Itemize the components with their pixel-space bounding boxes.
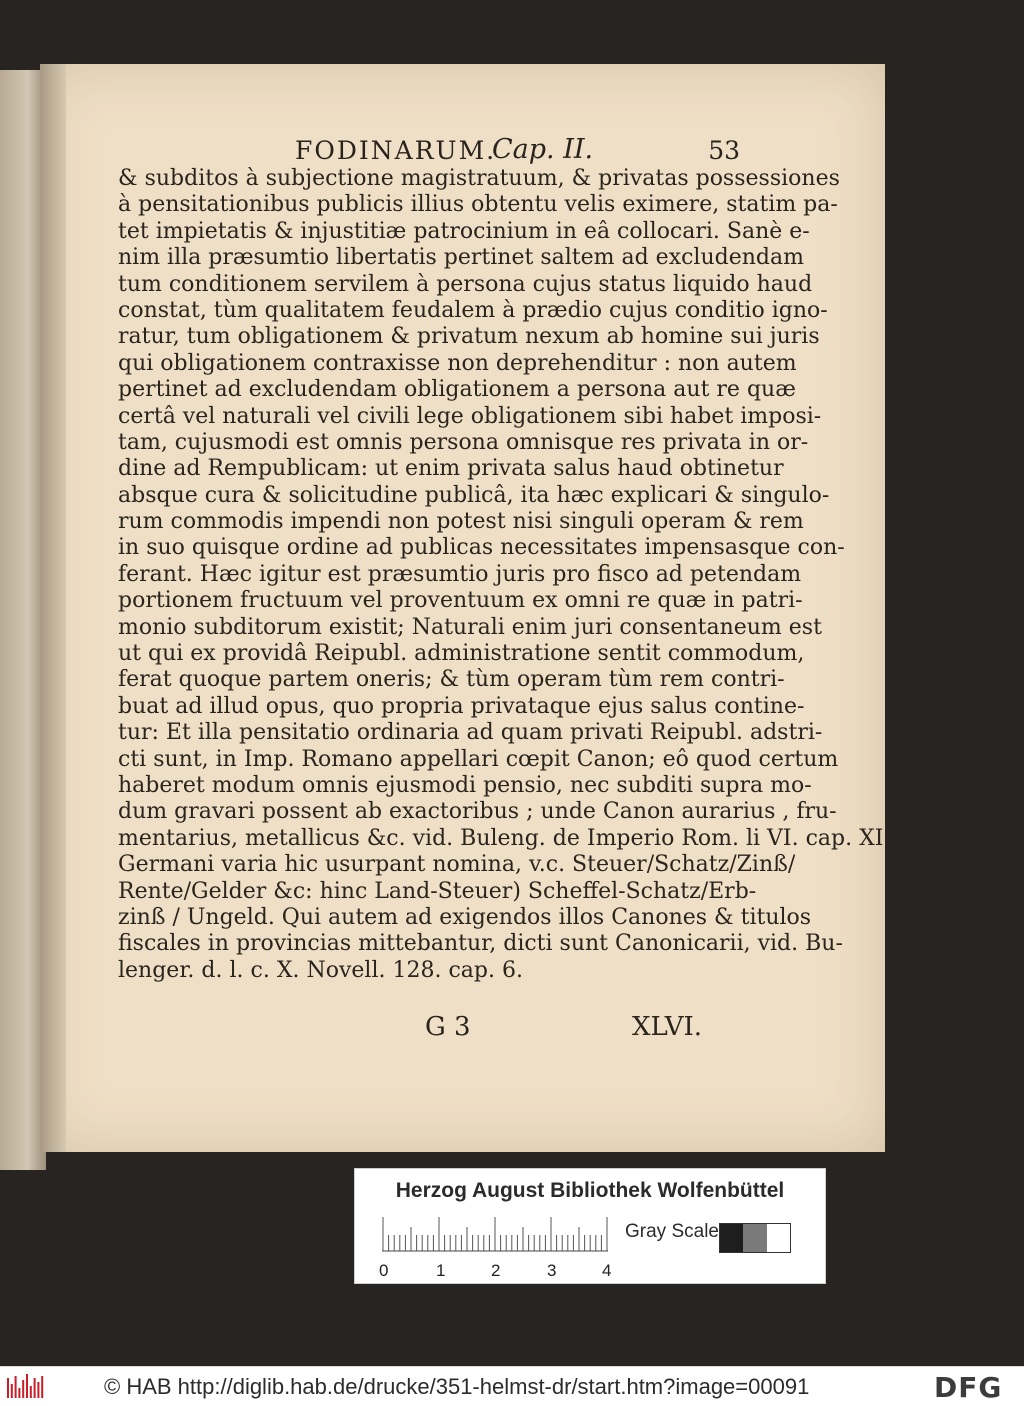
- text-line: Rente/Gelder &c: hinc Land-Steuer) Scheffel-Schatz/Erb-: [118, 878, 757, 904]
- color-target-card: [354, 1168, 826, 1284]
- text-line: zinß / Ungeld. Qui autem ad exigendos illos Canones & titulos: [118, 904, 812, 930]
- text-line: certâ vel naturali vel civili lege obligationem sibi habet imposi-: [118, 403, 822, 429]
- grayscale-swatch: [767, 1224, 790, 1252]
- grayscale-swatch: [743, 1224, 766, 1252]
- text-line: ferant. Hæc igitur est præsumtio juris pro fisco ad petendam: [118, 561, 802, 587]
- catchword: XLVI.: [632, 1012, 703, 1042]
- text-line: pertinet ad excludendam obligationem a persona aut re quæ: [118, 377, 796, 403]
- text-line: in suo quisque ordine ad publicas necessitates impensasque con-: [118, 535, 845, 561]
- ruler-label: 4: [602, 1261, 612, 1280]
- page-gutter: [40, 64, 66, 1152]
- text-line: ratur, tum obligationem & privatum nexum ab homine sui juris: [118, 324, 820, 350]
- copyright-link[interactable]: © HAB http://diglib.hab.de/drucke/351-helmst-dr/start.htm?image=00091: [104, 1374, 810, 1399]
- grayscale-label: Gray Scale: [625, 1221, 719, 1242]
- text-line: monio subditorum existit; Naturali enim juri consentaneum est: [118, 614, 822, 640]
- text-line: haberet modum omnis ejusmodi pensio, nec subditi supra mo-: [118, 772, 812, 798]
- text-line: tum conditionem servilem à persona cujus status liquido haud: [118, 271, 813, 297]
- text-line: tet impietatis & injustitiæ patrocinium in eâ collocari. Sanè e-: [118, 218, 810, 244]
- text-line: lenger. d. l. c. X. Novell. 128. cap. 6.: [118, 957, 523, 983]
- text-line: tam, cujusmodi est omnis persona omnisque res privata in or-: [118, 429, 809, 455]
- hab-logo-icon: [6, 1373, 46, 1399]
- library-name: Herzog August Bibliothek Wolfenbüttel: [395, 1179, 785, 1202]
- viewer-footer: [0, 1366, 1024, 1406]
- body-text: [118, 166, 891, 984]
- text-line: ferat quoque partem oneris; & tùm operam tùm rem contri-: [118, 667, 785, 693]
- ruler-scale: [382, 1217, 614, 1253]
- text-line: absque cura & solicitudine publicâ, ita hæc explicari & singulo-: [118, 482, 830, 508]
- grayscale-bar: [719, 1223, 791, 1253]
- text-line: cti sunt, in Imp. Romano appellari cœpit Canon; eô quod certum: [118, 746, 839, 772]
- grayscale-swatch: [720, 1224, 743, 1252]
- text-line: ut qui ex providâ Reipubl. administratione sentit commodum,: [118, 641, 805, 667]
- ruler-label: 1: [436, 1261, 446, 1280]
- text-line: dum gravari possent ab exactoribus ; unde Canon aurarius , fru-: [118, 799, 837, 825]
- ruler-label: 0: [379, 1261, 389, 1280]
- text-line: portionem fructuum vel proventuum ex omni re quæ in patri-: [118, 588, 803, 614]
- text-line: dine ad Rempublicam: ut enim privata salus haud obtinetur: [118, 456, 784, 482]
- text-line: buat ad illud opus, quo propria privataque ejus salus contine-: [118, 693, 805, 719]
- signature-mark: G 3: [425, 1012, 471, 1042]
- text-line: Germani varia hic usurpant nomina, v.c. Steuer/Schatz/Zinß/: [118, 852, 796, 878]
- text-line: constat, tùm qualitatem feudalem à prædio cujus conditio igno-: [118, 297, 828, 323]
- text-line: nim illa præsumtio libertatis pertinet saltem ad excludendam: [118, 245, 804, 271]
- text-line: à pensitationibus publicis illius obtentu velis eximere, statim pa-: [118, 192, 838, 218]
- text-line: fiscales in provincias mittebantur, dicti sunt Canonicarii, vid. Bu-: [118, 931, 843, 957]
- text-line: & subditos à subjectione magistratuum, & privatas possessiones: [118, 166, 840, 191]
- dfg-logo: DFG: [934, 1371, 1003, 1404]
- ruler-label: 2: [491, 1261, 501, 1280]
- text-line: qui obligationem contraxisse non deprehenditur : non autem: [118, 350, 797, 376]
- ruler-label: 3: [547, 1261, 557, 1280]
- text-line: mentarius, metallicus &c. vid. Buleng. de Imperio Rom. li VI. cap. XI.: [118, 825, 891, 851]
- running-head: [110, 132, 740, 168]
- running-title: FODINARUM.: [295, 136, 497, 165]
- running-chapter: Cap. II.: [492, 134, 594, 165]
- page-number: 53: [708, 136, 740, 165]
- text-line: rum commodis impendi non potest nisi singuli operam & rem: [118, 509, 804, 535]
- text-line: tur: Et illa pensitatio ordinaria ad quam privati Reipubl. adstri-: [118, 720, 823, 746]
